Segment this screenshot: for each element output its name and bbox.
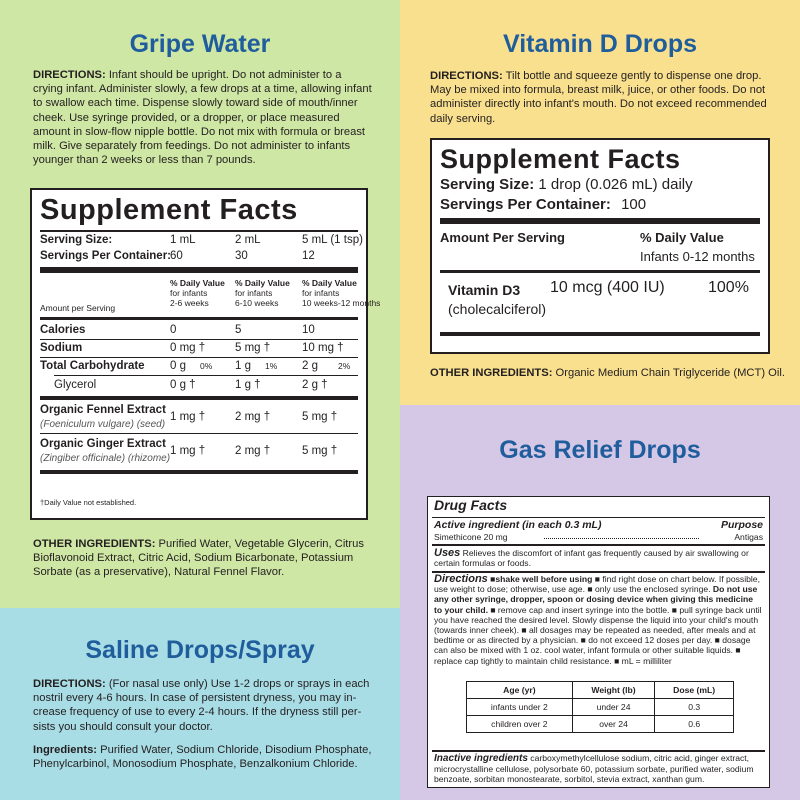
gripe-glycerol-1: 0 g † [170,379,196,391]
dosage-cell: 0.6 [655,716,734,733]
gripe-dv-header-3: % Daily Value [302,278,357,288]
gripe-row-sodium: Sodium [40,342,83,354]
gripe-ginger-latin: (Zingiber officinale) (rhizome) [40,453,171,464]
gripe-other-ingredients: OTHER INGREDIENTS: Purified Water, Vegetable Glycerin, Citrus Bioflavonoid Extract, Citric Acid, Sodium Bicarbonate, Potassium Sorbate (as a preservative), Natural Fennel Flavor. [33,538,364,579]
saline-ingredients: Ingredients: Purified Water, Sodium Chloride, Disodium Phosphate, Phenylcarbinol, Monosodium Phosphate, Benzalkonium Chloride. [33,744,372,771]
gas-relief-panel [400,405,800,800]
gripe-water-title: Gripe Water [129,30,271,58]
vitd-vitamin-sub: (cholecalciferol) [448,301,547,317]
vitd-vitamin-pct: 100% [708,279,749,296]
gripe-facts-title: Supplement Facts [40,194,298,226]
vitamin-d-title: Vitamin D Drops [502,30,698,58]
gripe-row-carbohydrate: Total Carbohydrate [40,360,145,372]
gripe-servings-label: Servings Per Container: [40,250,172,262]
gripe-glycerol-2: 1 g † [235,379,261,391]
active-ingredient-purpose: Antigas [734,532,763,542]
vitd-dv-label: % Daily Value [640,230,724,245]
vitd-supplement-facts [430,138,770,354]
vitd-other-ingredients: OTHER INGREDIENTS: Organic Medium Chain Triglyceride (MCT) Oil. [430,367,785,379]
gripe-servings-3: 12 [302,250,315,262]
gripe-servings-1: 60 [170,250,183,262]
gripe-calories-3: 10 [302,324,315,336]
gripe-ginger-2: 2 mg † [235,445,271,457]
dosage-header-age: Age (yr) [467,682,573,699]
gripe-carb-pct-3: 2% [338,361,351,371]
vitd-facts-title: Supplement Facts [440,144,681,174]
dosage-header-dose: Dose (mL) [655,682,734,699]
dosage-cell: infants under 2 [467,699,573,716]
gripe-dv-sub-1: for infants 2-6 weeks [170,288,209,308]
drug-facts-box [427,496,770,788]
gripe-sodium-2: 5 mg † [235,342,271,354]
dosage-cell: 0.3 [655,699,734,716]
dosage-cell: children over 2 [467,716,573,733]
gripe-supplement-facts [30,188,381,520]
gripe-row-ginger: Organic Ginger Extract [40,438,166,450]
gripe-carb-pct-2: 1% [265,361,278,371]
purpose-label: Purpose [720,519,763,531]
gripe-row-fennel: Organic Fennel Extract [40,404,166,416]
gas-relief-title: Gas Relief Drops [499,436,701,464]
gripe-ginger-3: 5 mg † [302,445,338,457]
gripe-row-glycerol: Glycerol [54,379,97,391]
table-row [467,716,734,733]
vitd-serving-size: 1 drop (0.026 mL) daily [538,176,693,193]
gripe-glycerol-3: 2 g † [302,379,328,391]
gripe-amount-label: Amount per Serving [40,303,116,313]
vitd-directions: DIRECTIONS: Tilt bottle and squeeze gently to dispense one drop. May be mixed into formula, breast milk, juice, or other foods. Do not administer directly into infant's mouth. Do not exceed recommended daily serving. [430,70,767,125]
gripe-fennel-1: 1 mg † [170,411,206,423]
gripe-dv-sub-3: for infants 10 weeks-12 months [302,288,381,308]
gripe-calories-2: 5 [235,324,242,336]
vitamin-d-panel [400,0,800,405]
vitd-servings-label: Servings Per Container: [440,196,611,213]
inactive-ingredients: Inactive ingredients carboxymethylcellulose sodium, citric acid, ginger extract, microcrystalline cellulose, polysorbate 60, potassium sorbate, purified water, sodium benzoate, sorbitan monostearate, sorbitol, stevia extract, xanthan gum. [434,753,754,785]
gripe-footnote: †Daily Value not established. [40,498,137,507]
gripe-water-panel [0,0,400,608]
dosage-header-weight: Weight (lb) [572,682,655,699]
dosage-cell: over 24 [572,716,655,733]
gripe-carb-3: 2 g [302,360,318,372]
vitd-vitamin-name: Vitamin D3 [448,282,521,298]
vitd-dv-sub: Infants 0-12 months [640,249,755,264]
gripe-serving-1: 1 mL [170,234,196,246]
drug-directions: Directions ■shake well before using ■ find right dose on chart below. If possible, use weight to dose; otherwise, use age. ■ only use the enclosed syringe. Do not use any other syringe, dropper, spoon or dosing device when giving this medicine to your child. ■ remove cap and insert syringe into the bottle. ■ pull syringe back until you have reached the desired level. Slowly dispense the liquid into your child's mouth (towards inner cheek). ■ all dosages may be repeated as needed, after meals and at bedtime or as directed by a physician. ■ do not exceed 12 doses per day. ■ dosage can also be mixed with 1 oz. cool water, infant formula or other suitable liquids. ■ replace cap tightly to maintain child resistance. ■ mL = milliliter [434,573,762,666]
dosage-cell: under 24 [572,699,655,716]
gripe-serving-2: 2 mL [235,234,261,246]
active-ingredient-label: Active ingredient (in each 0.3 mL) [434,519,602,531]
gripe-servings-2: 30 [235,250,248,262]
gripe-sodium-3: 10 mg † [302,342,344,354]
table-row [467,699,734,716]
gripe-row-calories: Calories [40,324,86,336]
vitd-servings: 100 [621,196,647,213]
gripe-dv-sub-2: for infants 6-10 weeks [235,288,279,308]
gripe-fennel-3: 5 mg † [302,411,338,423]
drug-facts-title: Drug Facts [434,497,508,513]
vitd-amount-label: Amount Per Serving [440,230,565,245]
saline-directions: DIRECTIONS: (For nasal use only) Use 1-2 drops or sprays in each nostril every 4-6 hours. In case of persistent dryness, you may in-crease frequency of use to every 2-4 hours. If the dryness still per-sists you should consult your doctor. [33,678,370,733]
saline-panel [0,608,400,800]
drug-uses: Uses Relieves the discomfort of infant gas frequently caused by air swallowing or certain formulas or foods. [434,547,749,569]
vitd-serving-size-label: Serving Size: [440,176,535,193]
saline-title: Saline Drops/Spray [85,636,315,664]
gripe-dv-header-1: % Daily Value [170,278,225,288]
gripe-fennel-2: 2 mg † [235,411,271,423]
vitd-vitamin-amount: 10 mcg (400 IU) [550,279,665,296]
gripe-fennel-latin: (Foeniculum vulgare) (seed) [40,419,166,430]
gripe-ginger-1: 1 mg † [170,445,206,457]
gripe-carb-2: 1 g [235,360,251,372]
gripe-serving-size-label: Serving Size: [40,234,113,246]
gripe-carb-1: 0 g [170,360,186,372]
gripe-dv-header-2: % Daily Value [235,278,290,288]
gripe-directions: DIRECTIONS: Infant should be upright. Do not administer to a crying infant. Administer slowly, a few drops at a time, allowing infant to swallow each time. Dispense slowly toward side of mouth/inner cheek. Use syringe provided, or a dropper, or place measured amount in slow-flow nipple bottle. Do not mix with formula or breast milk. Give separately from feedings. Do not administer to infants younger than 2 weeks or less than 7 pounds. [33,69,372,167]
active-ingredient-name: Simethicone 20 mg [434,532,508,542]
gripe-sodium-1: 0 mg † [170,342,206,354]
gripe-serving-3: 5 mL (1 tsp) [302,234,363,246]
dosage-table [466,681,734,733]
gripe-carb-pct-1: 0% [200,361,213,371]
gripe-calories-1: 0 [170,324,177,336]
